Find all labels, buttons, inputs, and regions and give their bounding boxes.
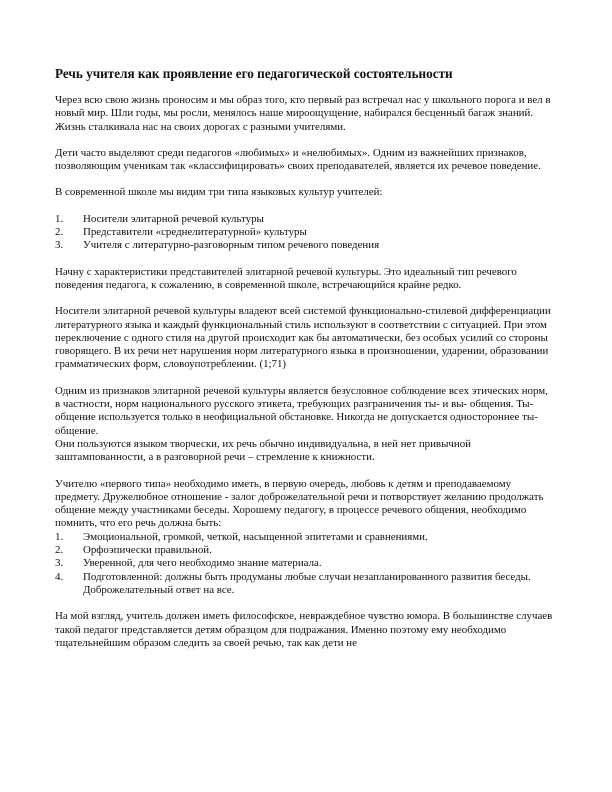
list-item (55, 239, 555, 252)
list-item (55, 213, 555, 226)
paragraph-humor: На мой взгляд, учитель должен иметь философское, невраждебное чувство юмора. В большинстве случаев такой педагог представляется детям образцом для подражания. Именно поэтому ему необходимо тщательнейшим образом следить за своей речью, так как дети не (55, 610, 553, 649)
culture-types-list (55, 213, 555, 253)
list-item-text: Подготовленной: должны быть продуманы любые случаи незапланированного развития беседы. Доброжелательный ответ на все. (83, 570, 531, 596)
paragraph-intro: Через всю свою жизнь проносим и мы образ того, кто первый раз встречал нас у школьного порога и вел в новый мир. Шли годы, мы росли, менялось наше мироощущение, набирался бесценный багаж знаний. Жизнь сталкивала нас на своих дорогах с разными учителями. (55, 94, 551, 133)
list-item-number: 3. (55, 239, 64, 252)
list-item-number: 4. (55, 570, 64, 583)
document-title: Речь учителя как проявление его педагогической состоятельности (55, 66, 453, 81)
list-item (55, 571, 555, 598)
list-item-text: Уверенной, для чего необходимо знание материала. (83, 557, 322, 570)
paragraph-elite-creative: Они пользуются языком творчески, их речь обычно индивидуальна, в ней нет привычной заштампованности, а в разговорной речи – стремление к книжности. (55, 437, 471, 464)
paragraph-first-type: Учителю «первого типа» необходимо иметь, в первую очередь, любовь к детям и преподаваемому предмету. Дружелюбное отношение - залог доброжелательной речи и потворствует желанию продолжать общение между участниками беседы. Хорошему педагогу, в процессе речевого общения, необходимо помнить, что его речь должна быть: (55, 477, 544, 530)
list-item-text: Носители элитарной речевой культуры (83, 212, 264, 225)
list-item-number: 2. (55, 226, 64, 239)
list-item-text: Представители «среднелитературной» культуры (83, 226, 307, 239)
document-page (55, 66, 555, 663)
list-item (55, 531, 555, 544)
paragraph-types-intro: В современной школе мы видим три типа языковых культур учителей: (55, 186, 383, 199)
list-item (55, 226, 555, 239)
list-item-text: Орфоэпически правильной. (83, 544, 212, 557)
paragraph-elite-ethics: Одним из признаков элитарной речевой культуры является безусловное соблюдение всех этических норм, в частности, норм национального русского этикета, требующих разграничения ты- и вы- общения. Ты-общение используется только в неофициальной обстановке. Никогда не допускается одностороннее ты-общение. (55, 384, 548, 437)
list-item-text: Учителя с литературно-разговорным типом речевого поведения (83, 239, 380, 252)
list-item-text: Эмоциональной, громкой, четкой, насыщенной эпитетами и сравнениями. (83, 530, 428, 543)
paragraph-favorites: Дети часто выделяют среди педагогов «любимых» и «нелюбимых». Одним из важнейших признаков, позволяющим ученикам так «классифицировать» своих преподавателей, является их речевое поведение. (55, 146, 541, 173)
paragraph-elite-functional: Носители элитарной речевой культуры владеют всей системой функционально-стилевой дифференциации литературного языка и каждый функциональный стиль используют в соответствии с ситуацией. При этом переключение с одного стиля на другой происходит как бы автоматически, без особых усилий со стороны говорящего. В их речи нет нарушения норм литературного языка в произношении, ударении, образовании грамматических форм, словоупотреблении. (1;71) (55, 305, 551, 371)
list-item (55, 557, 555, 570)
speech-qualities-list (55, 531, 555, 597)
paragraph-elite-intro: Начну с характеристики представителей элитарной речевой культуры. Это идеальный тип речевого поведения педагога, к сожалению, в современной школе, встречающийся крайне редко. (55, 265, 517, 291)
list-item-number: 2. (55, 544, 64, 557)
list-item-number: 1. (55, 212, 64, 225)
list-item-number: 1. (55, 530, 64, 543)
list-item (55, 544, 555, 557)
list-item-number: 3. (55, 557, 64, 570)
